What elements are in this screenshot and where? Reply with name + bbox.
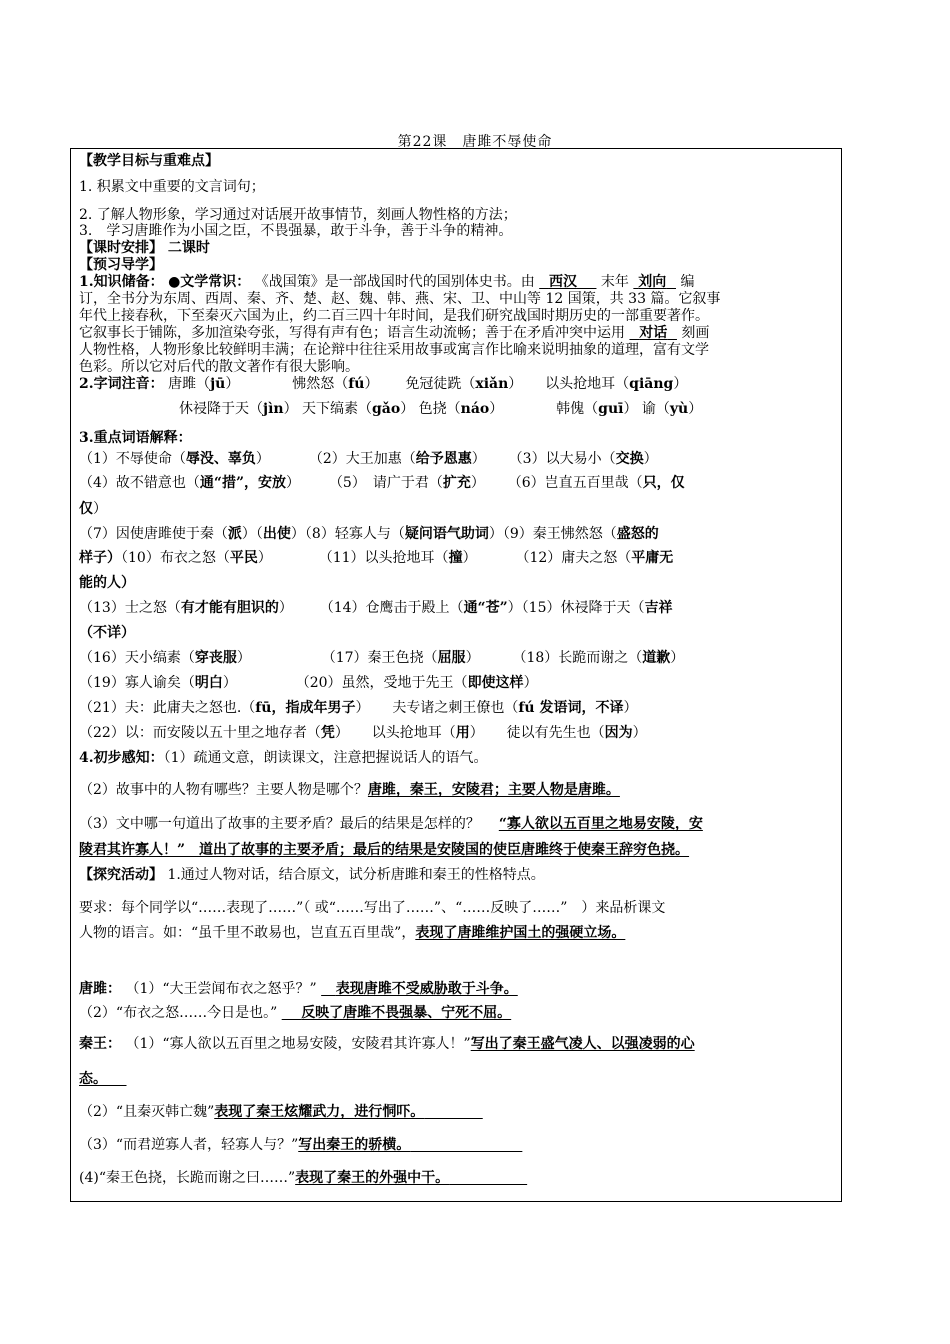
vocab-close: ） <box>278 600 293 616</box>
feel-question: （3）文中哪一句道出了故事的主要矛盾？最后的结果是怎样的？ <box>79 816 480 832</box>
pinyin-word: 天下缟素（ <box>302 401 373 417</box>
schedule-row <box>79 240 833 257</box>
vocab-term: （17）秦王色挠（ <box>321 650 438 666</box>
vocab-line: 能的人） <box>79 575 135 591</box>
vocab-term: （22）以：而安陵以五十里之地存者（ <box>79 725 321 741</box>
qin-label: 秦王： <box>79 1036 121 1052</box>
vocab-line <box>79 600 833 617</box>
answer-text: 对话 <box>639 325 668 341</box>
vocab-answer: 吉祥 <box>644 600 673 616</box>
vocab-answer: fú 发语词，不译 <box>518 700 624 716</box>
vocab-answer: 通“措”，安放 <box>199 475 287 491</box>
vocab-answer: 通“苍” <box>463 600 508 616</box>
literary-bullet: ●文学常识： <box>168 274 251 290</box>
vocab-answer: 撞 <box>448 550 463 566</box>
quote: （2）“布衣之怒……今日是也。” <box>79 1005 278 1021</box>
vocab-answer: 出使 <box>262 526 291 542</box>
feel-line <box>79 750 833 767</box>
vocab-term: （16）天小缟素（ <box>79 650 195 666</box>
vocab-close: ） <box>255 451 270 467</box>
knowledge-line: 订，全书分为东周、西周、秦、齐、楚、赵、魏、韩、燕、宋、卫、中山等 12 国策，共 33 篇。它叙事 <box>79 291 721 307</box>
preview-header: 【预习导学】 <box>79 257 163 273</box>
answer-text: 写出秦王的骄横。 <box>298 1137 411 1153</box>
vocab-term: （13）士之怒（ <box>79 600 181 616</box>
pinyin-row <box>79 376 833 393</box>
vocab-answer: 辱没、辜负 <box>185 451 256 467</box>
vocab-close: ） <box>623 700 638 716</box>
pinyin-answer: gǎo <box>372 401 401 417</box>
vocab-answer: 用 <box>455 725 470 741</box>
vocab-close: ） <box>470 475 485 491</box>
explore-task: 1.通过人物对话，结合原文，试分析唐雎和秦王的性格特点。 <box>167 867 545 883</box>
feel-line <box>79 842 833 859</box>
objective-item: 2. 了解人物形象，学习通过对话展开故事情节，刻画人物性格的方法； <box>79 207 517 223</box>
feel-line <box>79 782 833 799</box>
answer-text: 态。 <box>79 1071 107 1087</box>
answer-blank <box>298 1137 522 1153</box>
vocab-term: （4）故不错意也（ <box>79 475 200 491</box>
vocab-term: 以头抢地耳（ <box>371 725 456 741</box>
pinyin-answer: yù <box>669 401 689 417</box>
vocab-close: ） <box>222 675 237 691</box>
vocab-term: （20）虽然，受地于先王（ <box>295 675 468 691</box>
answer-blank <box>282 1005 512 1021</box>
answer-text: 表现了秦王炫耀武力，进行恫吓。 <box>214 1104 425 1120</box>
vocab-close: ） <box>334 725 349 741</box>
vocab-answer: 穿丧服 <box>194 650 237 666</box>
vocab-answer: 有才能有胆识的 <box>180 600 279 616</box>
vocab-term: （3）以大易小（ <box>508 451 616 467</box>
answer-blank <box>79 1071 127 1087</box>
qin-line <box>79 1071 833 1088</box>
answer-text: 刘向 <box>638 274 667 290</box>
tangju-line <box>79 981 833 998</box>
vocab-close: ） <box>471 451 486 467</box>
vocab-close: ） <box>469 725 484 741</box>
vocab-answer: 只，仅 <box>642 475 685 491</box>
vocab-answer: 仅 <box>79 501 93 517</box>
explore-line <box>79 867 833 884</box>
page-title: 第22课 唐雎不辱使命 <box>397 134 553 150</box>
tangju-label: 唐雎： <box>79 981 121 997</box>
vocab-line <box>79 550 833 567</box>
vocab-term: （6）岂直五百里哉（ <box>507 475 643 491</box>
vocab-answer: 扩充 <box>442 475 471 491</box>
pinyin-close: ） <box>364 376 379 392</box>
knowledge-line: 年代上接春秋，下至秦灭六国为止，约二百三四十年时间，是我们研究战国时期历史的一部重要著作。 <box>79 308 709 324</box>
feel-answer: 唐雎，秦王，安陵君；主要人物是唐雎。 <box>367 782 620 798</box>
vocab-term: 徒以有先生也（ <box>506 725 605 741</box>
qin-line <box>79 1104 833 1121</box>
pinyin-row <box>179 401 833 418</box>
vocab-close: ） <box>670 650 685 666</box>
knowledge-label: 1.知识储备： <box>79 274 164 290</box>
answer-text: 西汉 <box>548 274 577 290</box>
vocab-answer: 即使这样 <box>467 675 524 691</box>
pinyin-word: 以头抢地耳（ <box>545 376 630 392</box>
pinyin-word: 唐雎（ <box>168 376 211 392</box>
vocab-answer: 凭 <box>320 725 335 741</box>
explore-answer: 表现了唐雎维护国土的强硬立场。 <box>415 925 626 941</box>
qin-line <box>79 1137 833 1154</box>
vocab-close: ） <box>93 501 107 517</box>
vocab-close: ） <box>643 451 658 467</box>
feel-label: 4.初步感知： <box>79 750 164 766</box>
pinyin-close: ） <box>283 401 298 417</box>
vocab-answer: 给予恩惠 <box>415 451 472 467</box>
vocab-term: ）（15）休祲降于天（ <box>507 600 645 616</box>
vocab-line <box>79 725 833 742</box>
feel-line <box>79 816 833 833</box>
explore-line: 要求：每个同学以“……表现了……”（ 或“……写出了……”、“……反映了……” ）来品析课文 <box>79 900 666 916</box>
quote: （3）“而君逆寡人者，轻寡人与？” <box>79 1137 299 1153</box>
vocab-term: 夫专诸之刺王僚也（ <box>392 700 519 716</box>
pinyin-answer: jū <box>210 376 226 392</box>
vocab-line <box>79 501 833 518</box>
pinyin-label: 2.字词注音： <box>79 376 164 392</box>
vocab-close: ） <box>236 650 251 666</box>
explore-text: 人物的语言。如：“虽千里不敢易也，岂直五百里哉”， <box>79 925 416 941</box>
pinyin-close: ） <box>508 376 523 392</box>
feel-question: （2）故事中的人物有哪些？主要人物是哪个？ <box>79 782 368 798</box>
vocab-answer: 交换 <box>615 451 644 467</box>
pinyin-answer: qiāng <box>629 376 674 392</box>
vocab-close: ） <box>257 550 272 566</box>
qin-line <box>79 1036 833 1053</box>
pinyin-answer: guī <box>598 401 624 417</box>
pinyin-close: ） <box>489 401 504 417</box>
vocab-line <box>79 451 833 468</box>
knowledge-text: 它叙事长于铺陈，多加渲染夸张，写得有声有色；语言生动流畅；善于在矛盾冲突中运用 <box>79 325 625 341</box>
vocab-answer: 因为 <box>604 725 633 741</box>
answer-text: 表现唐雎不受威胁敢于斗争。 <box>335 981 518 997</box>
vocab-term: （1）不辱使命（ <box>79 451 186 467</box>
vocab-answer: 盛怒的 <box>616 526 659 542</box>
answer-text: 表现了秦王的外强中干。 <box>295 1170 450 1186</box>
answer-blank <box>633 274 676 290</box>
vocab-close: ） <box>286 475 301 491</box>
vocab-answer: 疑问语气助词 <box>404 526 489 542</box>
vocab-term: （11）以头抢地耳（ <box>318 550 449 566</box>
qin-line <box>79 1170 833 1187</box>
vocab-close: ） <box>632 725 647 741</box>
quote: （2）“且秦灭韩亡魏” <box>79 1104 215 1120</box>
vocab-line <box>79 526 833 543</box>
vocab-answer: 明白 <box>194 675 223 691</box>
vocab-line <box>79 475 833 492</box>
knowledge-line: 色彩。所以它对后代的散文著作有很大影响。 <box>79 359 359 375</box>
knowledge-text: 末年 <box>600 274 629 290</box>
answer-text: 写出了秦王盛气凌人、以强凌弱的心 <box>470 1036 695 1052</box>
vocab-term: （14）仓鹰击于殿上（ <box>319 600 464 616</box>
feel-question: （1）疏通文意，朗读课文，注意把握说话人的语气。 <box>163 750 488 766</box>
vocab-close: ） <box>465 650 480 666</box>
vocab-term: （7）因使唐雎使于秦（ <box>79 526 228 542</box>
pinyin-word: 免冠徒跣（ <box>405 376 476 392</box>
vocab-answer: 派 <box>227 526 242 542</box>
vocab-answer: fū，指成年男子 <box>255 700 356 716</box>
vocab-line <box>79 650 833 667</box>
pinyin-answer: náo <box>460 401 490 417</box>
vocab-label: 3.重点词语解释： <box>79 430 192 446</box>
knowledge-text: 《战国策》是一部战国时代的国别体史书。由 <box>254 274 535 290</box>
quote: （1）“大王尝闻布衣之怒乎？” <box>125 981 317 997</box>
knowledge-line: 人物性格，人物形象比较鲜明丰满；在论辩中往往采用故事或寓言作比喻来说明抽象的道理，富有文学 <box>79 342 709 358</box>
vocab-term: （2）大王加惠（ <box>308 451 416 467</box>
feel-answer: 陵君其许寡人！” 道出了故事的主要矛盾；最后的结果是安陵国的使臣唐雎终于使秦王辞穷色挠。 <box>79 842 690 858</box>
knowledge-line <box>79 274 833 291</box>
pinyin-answer: jìn <box>263 401 284 417</box>
pinyin-word: 色挠（ <box>418 401 461 417</box>
pinyin-answer: fú <box>348 376 365 392</box>
vocab-line <box>79 700 833 717</box>
vocab-answer: 平庸无 <box>631 550 674 566</box>
vocab-line: （不详） <box>79 625 135 641</box>
vocab-term: （19）寡人谕矣（ <box>79 675 195 691</box>
schedule-value: 二课时 <box>167 240 210 256</box>
vocab-close: ） <box>355 700 370 716</box>
objective-item: 3. 学习唐雎作为小国之臣，不畏强暴，敢于斗争，善于斗争的精神。 <box>79 223 513 239</box>
vocab-term: ）（8）轻寡人与（ <box>290 526 405 542</box>
vocab-term: （18）长跪而谢之（ <box>512 650 643 666</box>
pinyin-close: ） <box>673 376 688 392</box>
pinyin-word: 韩傀（ <box>556 401 599 417</box>
knowledge-text: 编 <box>680 274 695 290</box>
pinyin-answer: xiǎn <box>475 376 509 392</box>
vocab-close: ）（ <box>241 526 263 542</box>
vocab-term: （21）夫：此庸夫之怒也.（ <box>79 700 256 716</box>
answer-text: 反映了唐雎不畏强暴、宁死不屈。 <box>301 1005 512 1021</box>
pinyin-word: 休祲降于天（ <box>179 401 263 417</box>
knowledge-text: 刻画 <box>681 325 710 341</box>
pinyin-close: ） <box>688 401 703 417</box>
answer-blank <box>214 1104 483 1120</box>
answer-blank <box>321 981 518 997</box>
explore-header: 【探究活动】 <box>79 867 163 883</box>
vocab-answer: 样子） <box>79 550 121 566</box>
pinyin-close: ） <box>225 376 240 392</box>
vocab-close: ） <box>523 675 538 691</box>
knowledge-line <box>79 325 833 342</box>
objectives-header: 【教学目标与重难点】 <box>79 153 219 169</box>
vocab-close: ） <box>462 550 477 566</box>
pinyin-word: 谕（ <box>641 401 670 417</box>
worksheet-table <box>70 148 842 1202</box>
pinyin-close: ） <box>400 401 415 417</box>
feel-answer: “寡人欲以五百里之地易安陵，安 <box>498 816 703 832</box>
pinyin-word: 怫然怒（ <box>292 376 349 392</box>
vocab-term: （10）布衣之怒（ <box>121 550 230 566</box>
objective-item: 1. 积累文中重要的文言词句； <box>79 179 265 195</box>
schedule-header: 【课时安排】 <box>79 240 163 256</box>
quote: (4)“秦王色挠，长跪而谢之曰……” <box>79 1170 296 1186</box>
vocab-answer: 屈服 <box>437 650 466 666</box>
quote: （1）“寡人欲以五百里之地易安陵，安陵君其许寡人！” <box>125 1036 471 1052</box>
vocab-term: ）（9）秦王怫然怒（ <box>488 526 617 542</box>
vocab-answer: 平民 <box>229 550 258 566</box>
vocab-line <box>79 675 833 692</box>
answer-blank <box>295 1170 527 1186</box>
vocab-answer: 道歉 <box>642 650 671 666</box>
tangju-line <box>79 1005 833 1022</box>
answer-blank <box>539 274 596 290</box>
vocab-term: （5） 请广于君（ <box>328 475 443 491</box>
vocab-term: （12）庸夫之怒（ <box>515 550 632 566</box>
pinyin-close: ） <box>623 401 638 417</box>
answer-blank <box>629 325 677 341</box>
explore-line <box>79 925 833 942</box>
